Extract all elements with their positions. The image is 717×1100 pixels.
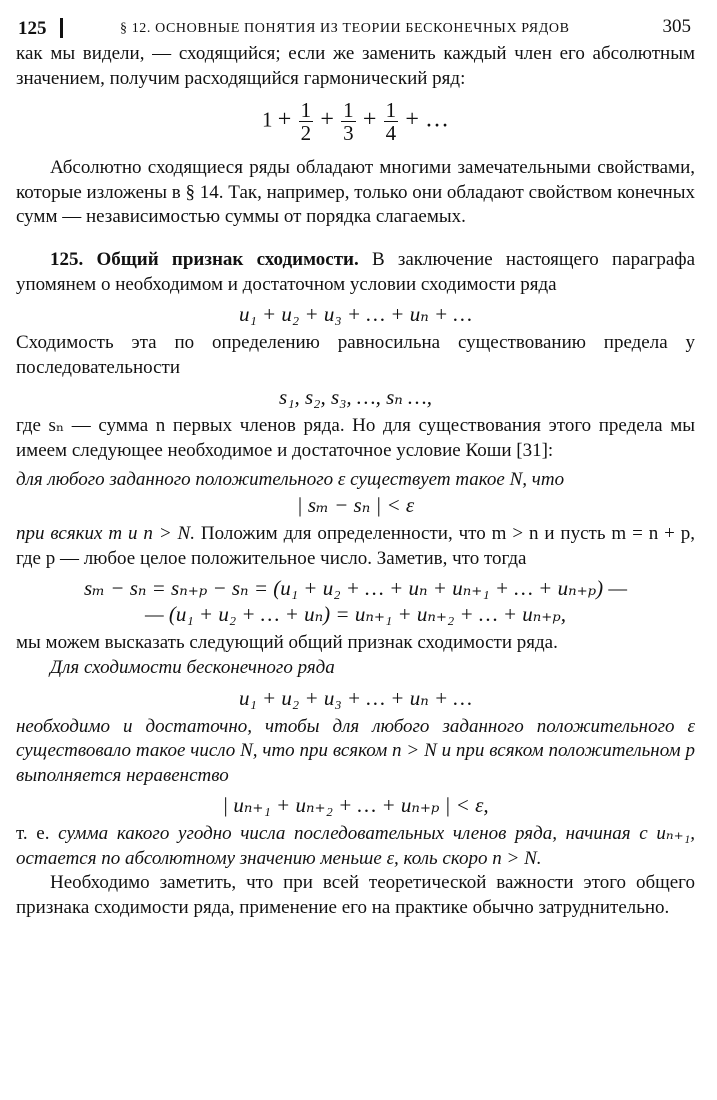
cauchy-inequality: | sₘ − sₙ | < ε [296, 493, 415, 518]
sequence-formula: s₁, s₂, s₃, …, sₙ …, [279, 385, 432, 410]
paragraph-2: Абсолютно сходящиеся ряды обладают многими замечательными свойствами, которые изложены в § 14. Так, например, только они обладают свойством конечных сумм — независимостью суммы от порядка слагаемых. [16, 157, 695, 228]
paragraph-4: где sₙ — сумма n первых членов ряда. Но для существования этого предела мы имеем следующее необходимое и достаточное условие Коши [31]: [16, 415, 695, 461]
paragraph-7: мы можем высказать следующий общий признак сходимости ряда. [16, 632, 558, 654]
section-125-text: В заключение настоящего параграфа упомянем о необходимом и достаточном условии сходимости ряда [16, 248, 695, 295]
theorem-start: Для сходимости бесконечного ряда [50, 656, 335, 678]
theorem-condition: необходимо и достаточно, чтобы для любого заданного положительного ε существовало такое число N, что при всяком n > N и при всяком положительном p выполняется неравенство [16, 715, 695, 786]
series-formula-2: u₁ + u₂ + u₃ + … + uₙ + … [238, 685, 473, 710]
section-number: 125 [18, 18, 47, 39]
section-125-intro [16, 248, 695, 297]
page-number: 305 [662, 16, 691, 37]
paragraph-1: как мы видели, — сходящийся; если же заменить каждый член его абсолютным значением, получим расходящийся гармонический ряд: [16, 43, 695, 89]
cauchy-condition: для любого заданного положительного ε существует такое N, что [16, 468, 565, 490]
fraction-1-2: $\frac{1}{2}$ [300, 98, 312, 146]
fraction-1-3: $\frac{1}{3}$ [343, 98, 354, 146]
fraction-1-4: $\frac{1}{4}$ [385, 98, 397, 146]
paragraph-3: Сходимость эта по определению равносильна существованию предела у последовательности [16, 332, 695, 378]
difference-formula-line-1: sₘ − sₙ = sₙ₊ₚ − sₙ = (u₁ + u₂ + … + uₙ + uₙ₊₁ + … + uₙ₊ₚ) — [83, 576, 628, 601]
theorem-inequality: | uₙ₊₁ + uₙ₊₂ + … + uₙ₊ₚ | < ε, [222, 793, 489, 818]
paragraph-11: Необходимо заметить, что при всей теоретической важности этого общего признака сходимости ряда, применение его на практике обычно затруднительно. [16, 872, 695, 919]
running-title: § 12. ОСНОВНЫЕ ПОНЯТИЯ ИЗ ТЕОРИИ БЕСКОНЕЧНЫХ РЯДОВ [120, 21, 570, 36]
difference-formula-line-2: — (u₁ + u₂ + … + uₙ) = uₙ₊₁ + uₙ₊₂ + … + uₙ₊ₚ, [144, 602, 567, 627]
series-formula-1: u₁ + u₂ + u₃ + … + uₙ + … [238, 302, 473, 327]
section-125-title: 125. Общий признак сходимости. [50, 248, 359, 270]
paragraph-6: при всяких m и n > N. Положим для определенности, что m > n и пусть m = n + p, где p — любое целое положительное число. Заметив, что тогда [16, 523, 695, 569]
harmonic-series-formula: 1 + $\frac{1}{2}$ + $\frac{1}{3}$ + $\frac{1}{4}$ + … [262, 98, 449, 146]
page-header [16, 12, 695, 42]
paragraph-10: т. е. сумма какого угодно числа последовательных членов ряда, начиная с uₙ₊₁, остается по абсолютному значению меньше ε, коль скоро n > N. [16, 823, 695, 869]
header-rule [60, 18, 63, 38]
